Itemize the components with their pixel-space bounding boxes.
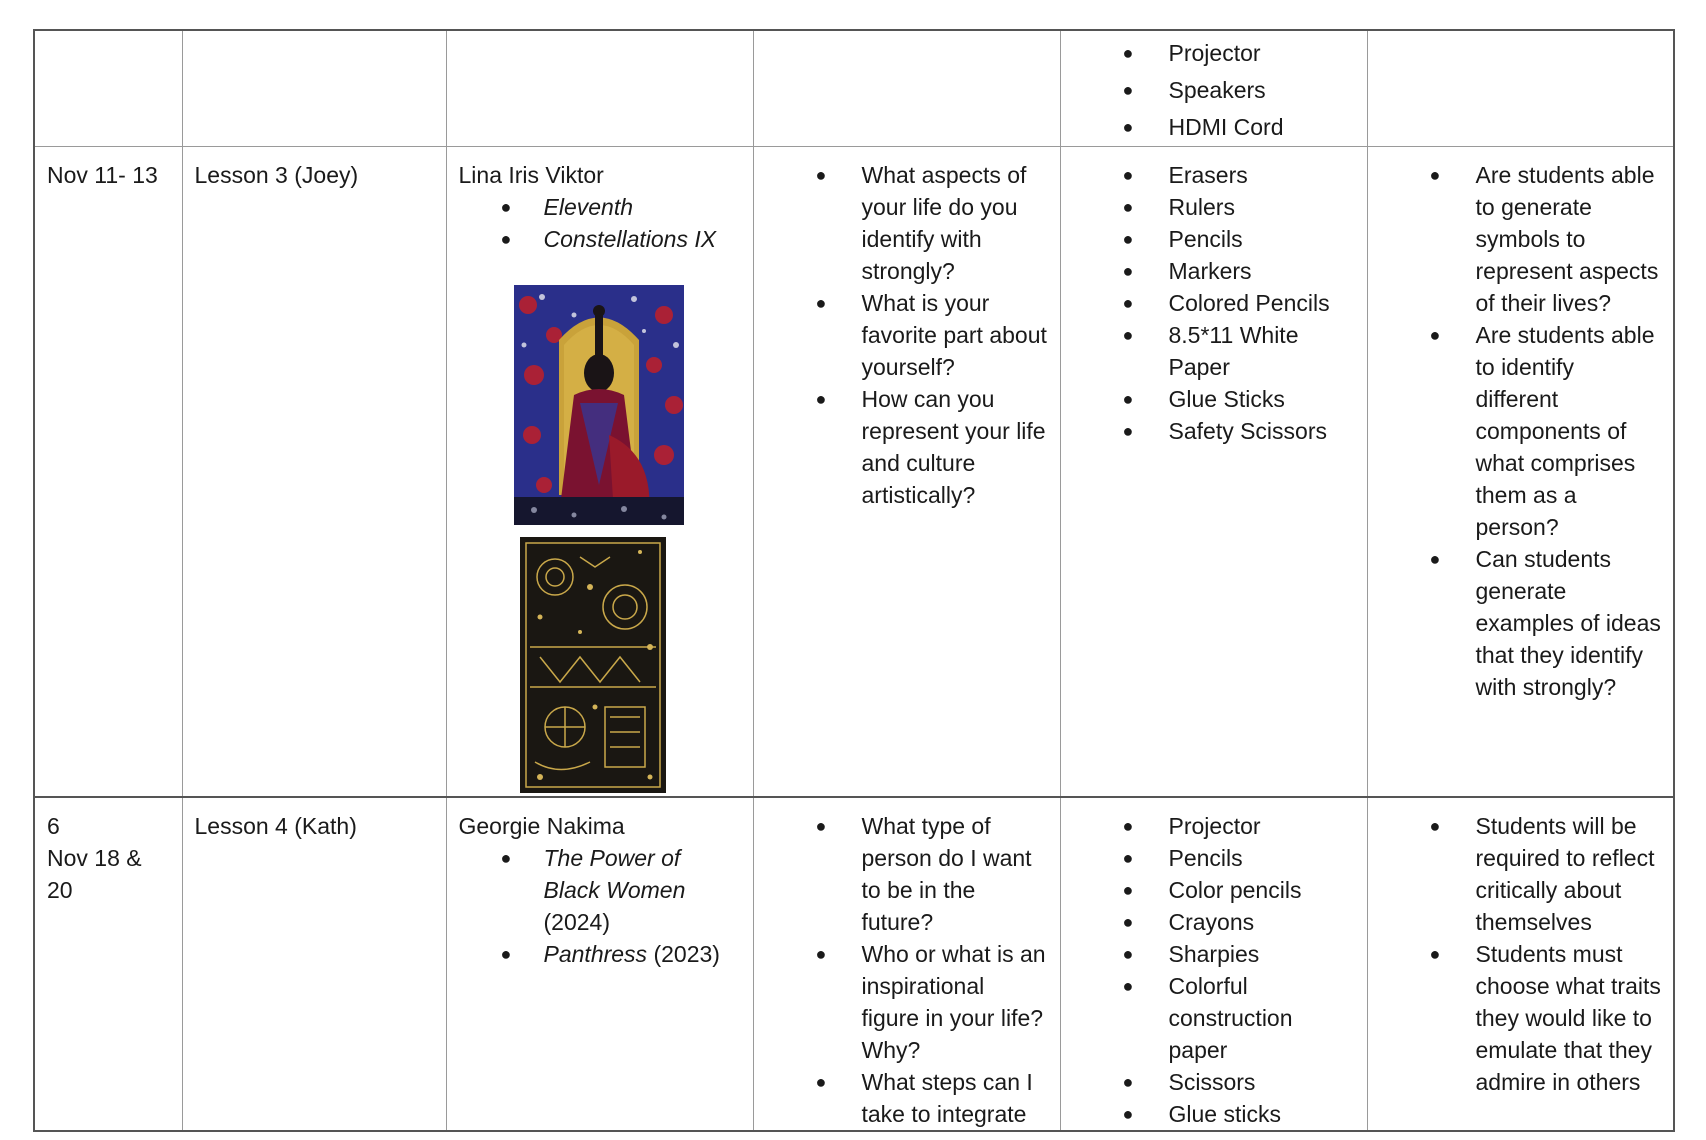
list-item: ● Who or what is an inspirational figure in your life? Why? (815, 941, 1046, 1063)
materials-cell (1060, 147, 1367, 798)
date-cell: 6 Nov 18 & 20 (34, 797, 182, 1131)
artwork-images (514, 285, 741, 793)
list-item: ● Glue Sticks (1122, 386, 1285, 412)
list-item: ● Erasers (1122, 162, 1248, 188)
list-item: ● What is your favorite part about yourself? (815, 290, 1047, 380)
lesson-plan-table-frame (33, 29, 1673, 1127)
list-item: ● Safety Scissors (1122, 418, 1327, 444)
questions-cell (753, 30, 1060, 147)
list-item: ● Constellations IX (500, 226, 717, 252)
list-item: ● How can you represent your life and culture artistically? (815, 386, 1046, 508)
date-cell (34, 30, 182, 147)
list-item: ● Rulers (1122, 194, 1235, 220)
list-item: ● Sharpies (1122, 941, 1260, 967)
list-item: ● 8.5*11 White Paper (1122, 322, 1299, 380)
list-item: ● Eleventh (500, 194, 634, 220)
lesson-cell (182, 30, 446, 147)
assessment-cell (1367, 30, 1674, 147)
list-item: ● Panthress (2023) (500, 941, 720, 967)
list-item: ● Markers (1122, 258, 1252, 284)
list-item: ● Colored Pencils (1122, 290, 1330, 316)
artist-cell (446, 30, 753, 147)
list-item: ● Projector (1122, 813, 1261, 839)
list-item: ● Students will be required to reflect critically about themselves (1429, 813, 1655, 935)
list-item: ● The Power of Black Women (2024) (500, 845, 686, 935)
assessment-list (1380, 810, 1662, 1098)
list-item: ● Crayons (1122, 909, 1255, 935)
artworks-list (459, 191, 741, 255)
list-item: ● Are students able to identify different components of what comprises them as a person? (1429, 322, 1655, 540)
lesson-plan-table (33, 29, 1675, 1132)
artist-cell (446, 797, 753, 1131)
questions-cell (753, 147, 1060, 798)
table-row-continued (34, 30, 1674, 147)
table-row-lesson-3 (34, 147, 1674, 798)
artist-name: Lina Iris Viktor (458, 162, 604, 188)
list-item: ● Scissors (1122, 1069, 1256, 1095)
list-item: ● Students must choose what traits they would like to emulate that they admire in others (1429, 941, 1661, 1095)
materials-list (1073, 159, 1355, 447)
list-item: ● Can students generate examples of ideas that they identify with strongly? (1429, 546, 1661, 700)
table-row-lesson-4 (34, 797, 1674, 1131)
date-cell: Nov 11- 13 (34, 147, 182, 798)
materials-list (1073, 35, 1355, 146)
artwork-image-eleventh (514, 285, 684, 525)
list-item: ● Colorful construction paper (1122, 973, 1293, 1063)
list-item: ● Pencils (1122, 845, 1243, 871)
list-item: ● Pencils (1122, 226, 1243, 252)
artwork-image-constellations-ix (520, 537, 666, 793)
questions-list (766, 159, 1048, 511)
list-item: ● What steps can I take to integrate (815, 1069, 1033, 1127)
assessment-list (1380, 159, 1662, 703)
artist-name: Georgie Nakima (458, 813, 625, 839)
materials-cell (1060, 30, 1367, 147)
list-item: ● What aspects of your life do you identify with strongly? (815, 162, 1027, 284)
list-item: ● Glue sticks (1122, 1101, 1281, 1127)
assessment-cell (1367, 797, 1674, 1131)
questions-list (766, 810, 1048, 1130)
materials-cell (1060, 797, 1367, 1131)
artist-cell (446, 147, 753, 798)
materials-list (1073, 810, 1355, 1130)
list-item: ● Color pencils (1122, 877, 1302, 903)
list-item: ● HDMI Cord (1122, 114, 1284, 140)
artworks-list (459, 842, 741, 970)
list-item: ● Projector (1122, 40, 1261, 66)
questions-cell (753, 797, 1060, 1131)
list-item: ● What type of person do I want to be in the future? (815, 813, 1032, 935)
lesson-cell: Lesson 4 (Kath) (182, 797, 446, 1131)
list-item: ● Are students able to generate symbols to represent aspects of their lives? (1429, 162, 1659, 316)
lesson-cell: Lesson 3 (Joey) (182, 147, 446, 798)
list-item: ● Speakers (1122, 77, 1266, 103)
assessment-cell (1367, 147, 1674, 798)
